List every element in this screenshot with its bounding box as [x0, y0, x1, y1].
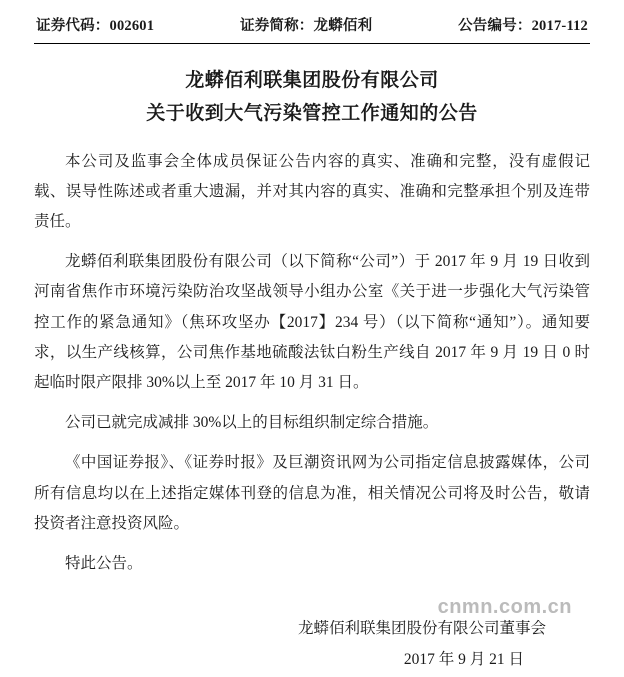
paragraph-disclaimer: 本公司及监事会全体成员保证公告内容的真实、准确和完整，没有虚假记载、误导性陈述或者重大遗漏，并对其内容的真实、准确和完整承担个别及连带责任。 — [34, 152, 590, 230]
notice-number — [458, 14, 588, 35]
security-name-value: 龙蟒佰利 — [313, 18, 373, 34]
security-code-value: 002601 — [109, 18, 155, 34]
document-body — [34, 147, 590, 580]
paragraph-media: 《中国证券报》、《证券时报》及巨潮资讯网为公司指定信息披露媒体，公司所有信息均以在上述指定媒体刊登的信息为准，相关情况公司将及时公告，敬请投资者注意投资风险。 — [34, 454, 590, 532]
document-signature — [34, 613, 590, 675]
signature-date: 2017 年 9 月 21 日 — [403, 651, 524, 669]
paragraph-closing: 特此公告。 — [65, 555, 143, 573]
security-name-label: 证券简称： — [240, 18, 314, 34]
paragraph-measures: 公司已就完成减排 30%以上的目标组织制定综合措施。 — [65, 414, 439, 432]
signature-company: 龙蟒佰利联集团股份有限公司董事会 — [297, 620, 546, 638]
security-name — [240, 14, 372, 35]
document-header — [34, 14, 590, 35]
security-code — [36, 14, 154, 35]
title-line-subject: 关于收到大气污染管控工作通知的公告 — [146, 103, 478, 125]
notice-number-label: 公告编号： — [458, 18, 532, 34]
notice-number-value: 2017-112 — [531, 18, 588, 34]
watermark-text: cnmn.com.cn — [437, 596, 572, 618]
document-title — [34, 64, 590, 131]
security-code-label: 证券代码： — [36, 18, 110, 34]
header-divider — [34, 43, 590, 44]
paragraph-notice-received: 龙蟒佰利联集团股份有限公司（以下简称“公司”）于 2017 年 9 月 19 日收到河南省焦作市环境污染防治攻坚战领导小组办公室《关于进一步强化大气污染管控工作的紧急通知》（焦环攻坚办【2017】234 号）（以下简称“通知”）。通知要求，以生产线核算，公司焦作基地硫酸法钛白粉生产线自 2017 年 9 月 19 日 0 时起临时限产限排 30%以上至 2017 年 10 月 31 日。 — [34, 253, 590, 392]
title-line-company: 龙蟒佰利联集团股份有限公司 — [185, 70, 439, 91]
